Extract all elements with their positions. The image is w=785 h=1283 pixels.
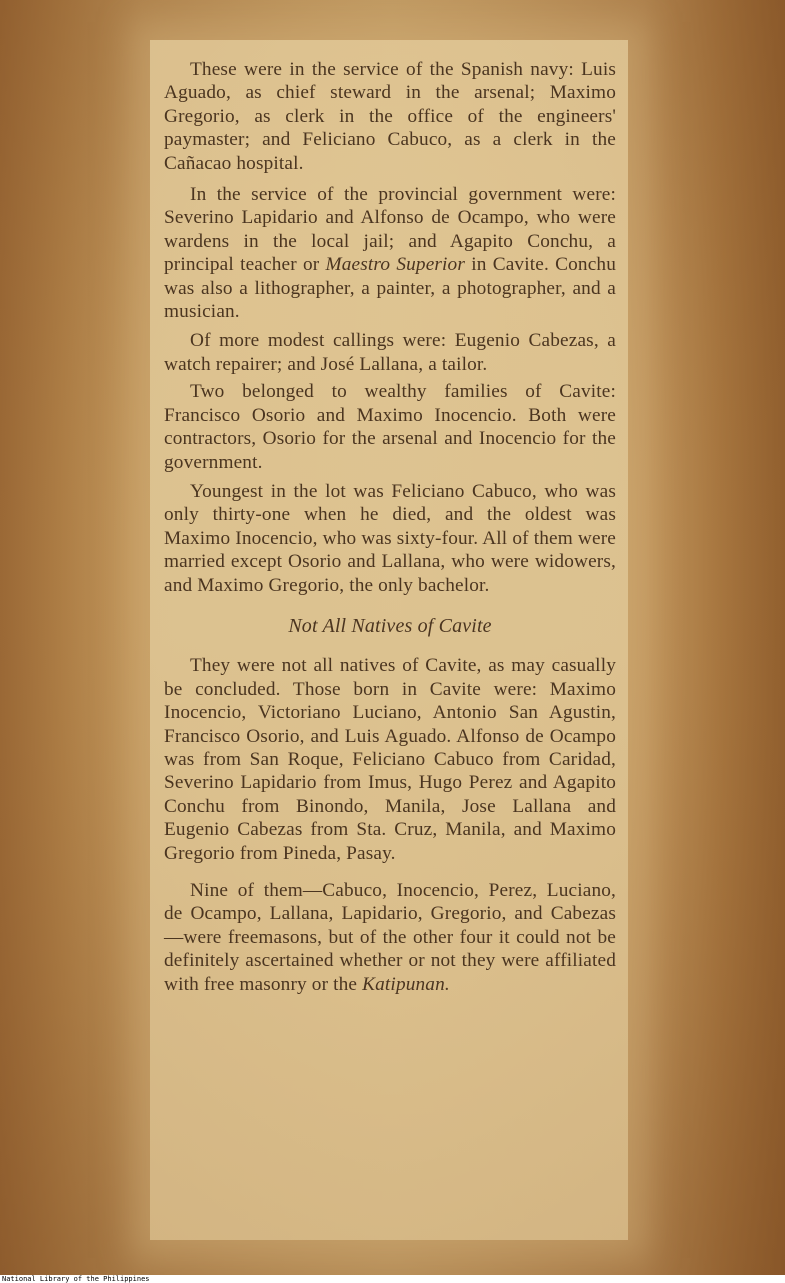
paragraph-provincial-service-end: in Cavite. Conchu was also a lithographer, a painter, a photographer, and a musician. xyxy=(164,254,616,323)
paragraph-provincial-service-start: In the service of the provincial government were: Severino Lapidario and Alfonso de Ocampo, who were wardens in the local jail; and Agapito Conchu, a principal teacher or xyxy=(164,184,616,276)
paragraph-birthplaces: They were not all natives of Cavite, as may casually be concluded. Those born in Cavite were: Maximo Inocencio, Victoriano Luciano, Antonio San Agustin, Francisco Osorio, and Luis Aguado. Alfonso de Ocampo was from San Roque, Feliciano Cabuco from Caridad, Severino Lapidario from Imus, Hugo Perez and Agapito Conchu from Binondo, Manila, Jose Lallana and Eugenio Cabezas from Sta. Cruz, Manila, and Maximo Gregorio from Pineda, Pasay. xyxy=(164,655,616,864)
paragraph-freemasons xyxy=(164,879,616,996)
subheading: Not All Natives of Cavite xyxy=(288,614,492,637)
article-body xyxy=(164,58,616,1002)
paragraph-provincial-service xyxy=(164,183,616,323)
maestro-superior-italic: Maestro Superior xyxy=(325,254,466,276)
paragraph-navy-service: These were in the service of the Spanish navy: Luis Aguado, as chief steward in the arsenal; Maximo Gregorio, as clerk in the office of the engineers' paymaster; and Feliciano Cabuco, as a clerk in the Cañacao hospital. xyxy=(164,59,616,174)
paragraph-freemasons-text: Nine of them—Cabuco, Inocencio, Perez, Luciano, de Ocampo, Lallana, Lapidario, Gregorio, and Cabezas—were freemasons, but of the other four it could not be definitely ascertained whether or not they were affiliated with free masonry or the xyxy=(164,880,616,995)
library-footer: National Library of the Philippines xyxy=(2,1275,150,1283)
katipunan-italic: Katipunan. xyxy=(362,973,450,995)
paragraph-modest-callings: Of more modest callings were: Eugenio Cabezas, a watch repairer; and José Lallana, a tailor. xyxy=(164,330,616,375)
paragraph-ages: Youngest in the lot was Feliciano Cabuco, who was only thirty-one when he died, and the oldest was Maximo Inocencio, who was sixty-four. All of them were married except Osorio and Lallana, who were widowers, and Maximo Gregorio, the only bachelor. xyxy=(164,480,616,596)
paragraph-wealthy-families: Two belonged to wealthy families of Cavite: Francisco Osorio and Maximo Inocencio. Both were contractors, Osorio for the arsenal and Inocencio for the government. xyxy=(164,381,616,473)
